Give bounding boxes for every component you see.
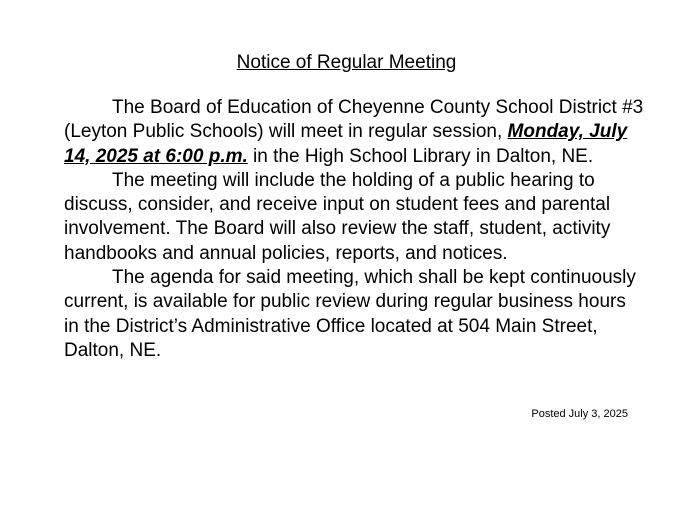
meeting-location: in the High School Library in Dalton, NE. [247, 145, 594, 167]
meeting-details-paragraph [64, 96, 644, 169]
notice-body [64, 96, 644, 363]
meeting-details-intro: The Board of Education of Cheyenne County School District #3 (Leyton Public Schools) will meet in regular session, [64, 97, 644, 143]
posted-date: Posted July 3, 2025 [531, 408, 628, 420]
meeting-agenda-paragraph: The meeting will include the holding of a public hearing to discuss, consider, and receive input on student fees and parental involvement. The Board will also review the staff, student, activity handbooks and annual policies, reports, and notices. [64, 169, 611, 264]
meeting-date-time: Monday, July 14, 2025 at 6:00 p.m. [64, 121, 628, 167]
notice-title: Notice of Regular Meeting [236, 52, 457, 73]
agenda-availability-paragraph: The agenda for said meeting, which shall be kept continuously current, is available for public review during regular business hours in the District’s Administrative Office located at 504 Main Street, Dalton, NE. [64, 267, 636, 361]
